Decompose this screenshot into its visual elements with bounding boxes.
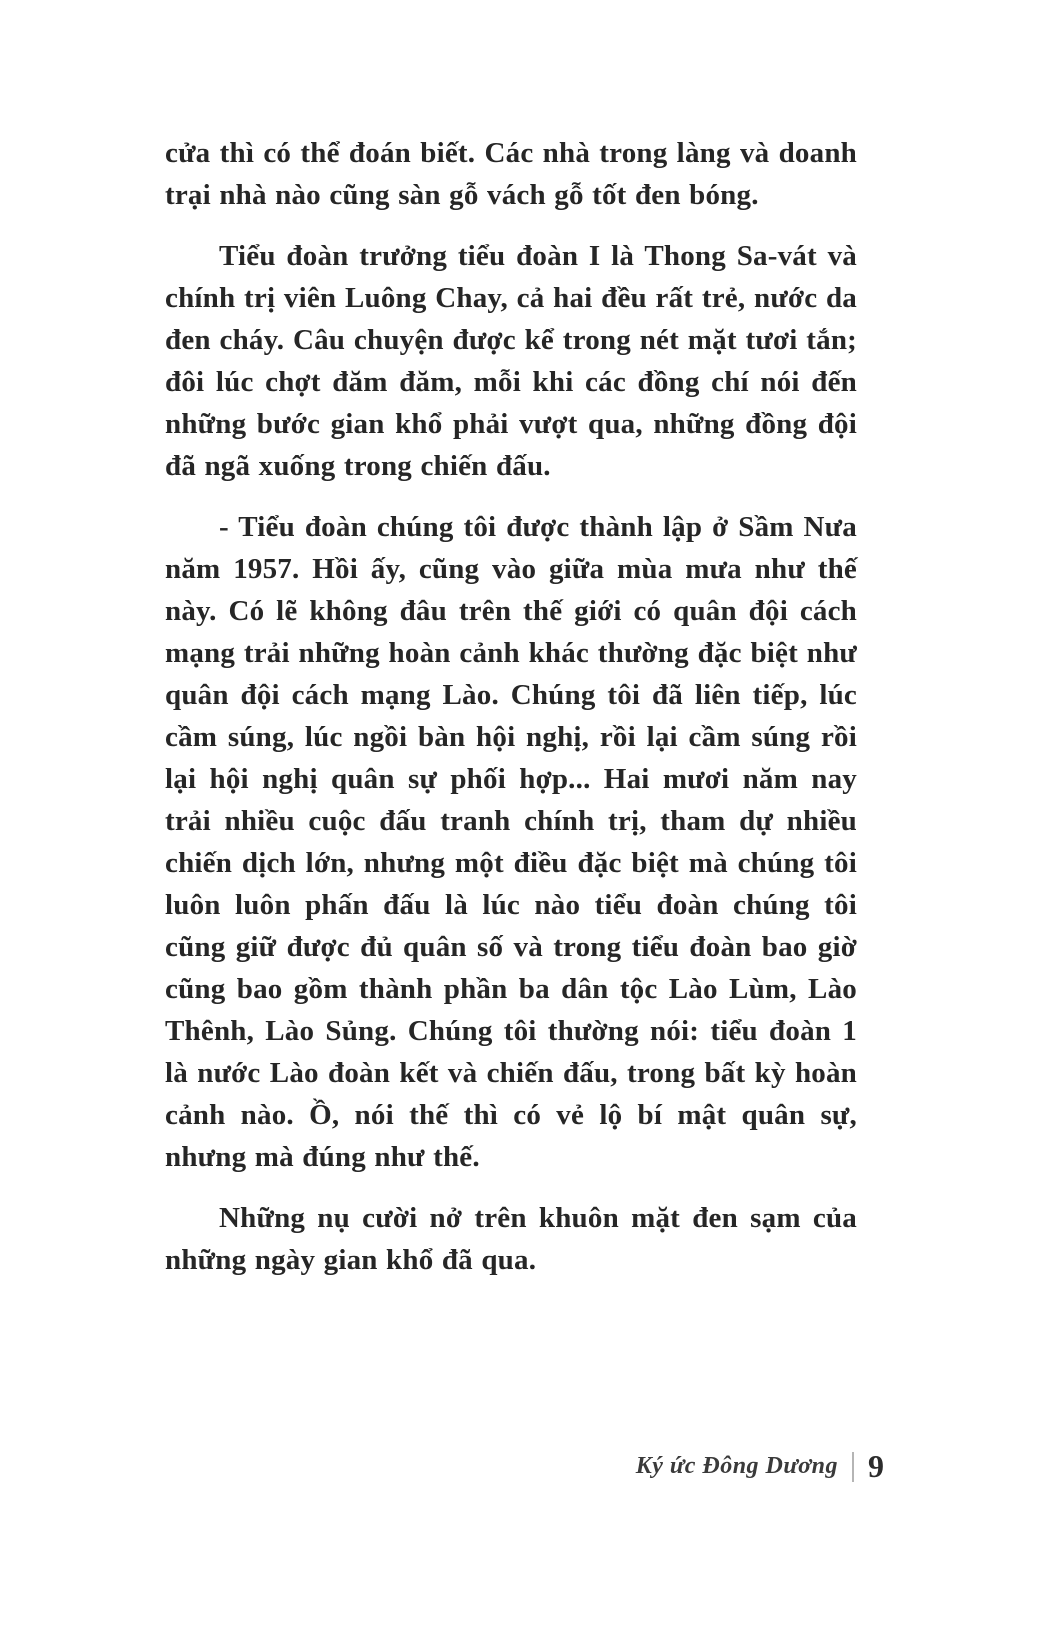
paragraph: cửa thì có thể đoán biết. Các nhà trong làng và doanh trại nhà nào cũng sàn gỗ vách gỗ tốt đen bóng. [165, 137, 857, 211]
footer-page-number: 9 [868, 1448, 884, 1484]
paragraph: - Tiểu đoàn chúng tôi được thành lập ở Sầm Nưa năm 1957. Hồi ấy, cũng vào giữa mùa mưa như thế này. Có lẽ không đâu trên thế giới có quân đội cách mạng trải những hoàn cảnh khác thường đặc biệt như quân đội cách mạng Lào. Chúng tôi đã liên tiếp, lúc cầm súng, lúc ngồi bàn hội nghị, rồi lại cầm súng rồi lại hội nghị quân sự phối hợp... Hai mươi năm nay trải nhiều cuộc đấu tranh chính trị, tham dự nhiều chiến dịch lớn, nhưng một điều đặc biệt mà chúng tôi luôn luôn phấn đấu là lúc nào tiểu đoàn chúng tôi cũng giữ được đủ quân số và trong tiểu đoàn bao giờ cũng bao gồm thành phần ba dân tộc Lào Lùm, Lào Thênh, Lào Sủng. Chúng tôi thường nói: tiểu đoàn 1 là nước Lào đoàn kết và chiến đấu, trong bất kỳ hoàn cảnh nào. Ồ, nói thế thì có vẻ lộ bí mật quân sự, nhưng mà đúng như thế. [165, 511, 857, 1173]
body-text [165, 132, 857, 1281]
footer-book-title: Ký ức Đông Dương [635, 1453, 838, 1479]
footer-divider [852, 1452, 854, 1482]
page-footer [636, 1448, 884, 1485]
paragraph: Tiểu đoàn trưởng tiểu đoàn I là Thong Sa-vát và chính trị viên Luông Chay, cả hai đều rất trẻ, nước da đen cháy. Câu chuyện được kể trong nét mặt tươi tắn; đôi lúc chợt đăm đăm, mỗi khi các đồng chí nói đến những bước gian khổ phải vượt qua, những đồng đội đã ngã xuống trong chiến đấu. [165, 240, 857, 482]
paragraph: Những nụ cười nở trên khuôn mặt đen sạm của những ngày gian khổ đã qua. [165, 1202, 857, 1276]
